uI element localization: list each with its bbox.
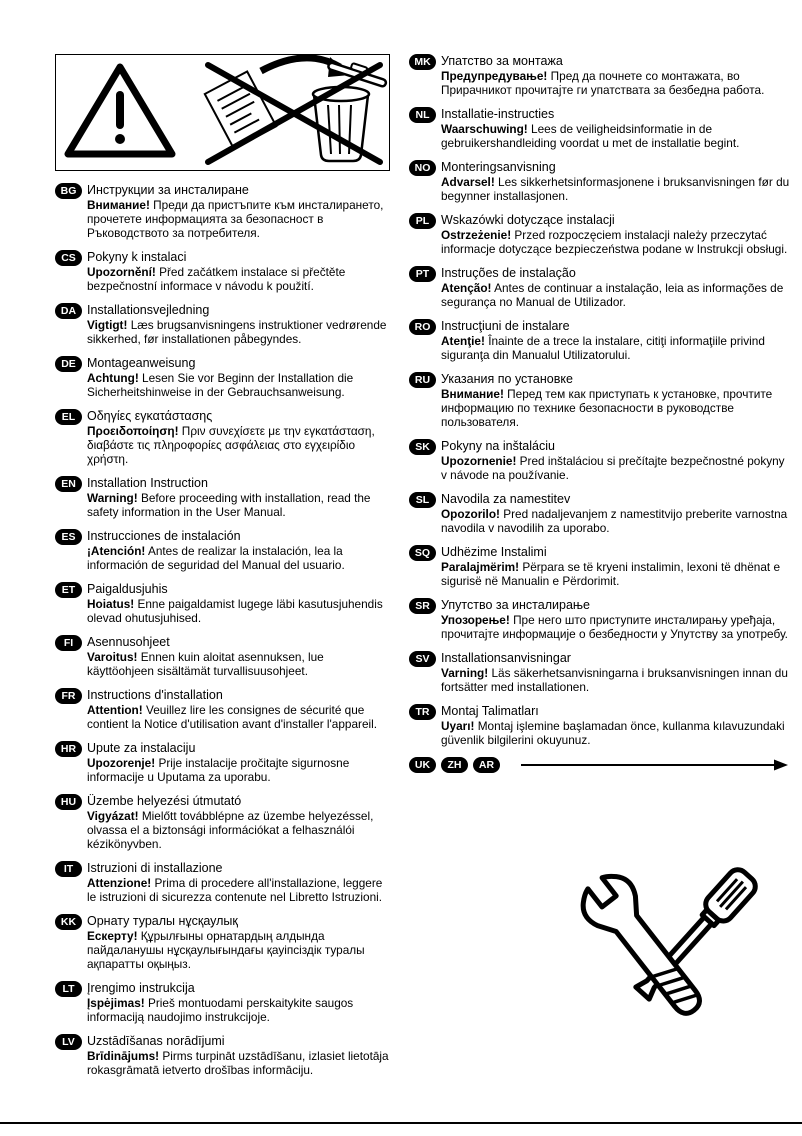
entry-text (87, 409, 393, 466)
language-entry (409, 54, 791, 97)
language-entry (409, 319, 791, 362)
entry-body (441, 334, 791, 362)
language-entry (55, 688, 393, 731)
entry-body-text: Құрылғыны орнатардың алдында пайдаланушы нұсқаулығындағы қауіпсіздік туралы ақпаратты оқыңыз. (87, 929, 365, 971)
entry-body-text: Пре него што приступите инсталирању уређаја, прочитајте информације о безбедности у Упутству за употребу. (441, 613, 788, 641)
entry-title: Įrengimo instrukcija (87, 981, 195, 995)
entry-warning-word: Įspėjimas! (87, 996, 145, 1010)
entry-body (87, 318, 393, 346)
entry-body-text: Mielőtt továbblépne az üzembe helyezéssel, olvassa el a biztonsági információkat a felhasználói kézikönyvben. (87, 809, 374, 851)
entry-body-text: Lesen Sie vor Beginn der Installation die Sicherheitshinweise in der Gebrauchsanweisung. (87, 371, 354, 399)
entry-text (87, 794, 393, 851)
entry-title: Pokyny na inštaláciu (441, 439, 555, 453)
entry-warning-word: Ескерту! (87, 929, 138, 943)
entry-body-text: Преди да пристъпите към инсталирането, прочетете информацията за безопасност в Ръководството за потребителя. (87, 198, 384, 240)
language-entry (409, 160, 791, 203)
entry-title: Οδηγίες εγκατάστασης (87, 409, 213, 423)
entry-title: Указания по установке (441, 372, 573, 386)
entry-body-text: Before proceeding with installation, read the safety information in the User Manual. (87, 491, 371, 519)
language-code-badge: RO (409, 319, 436, 335)
entry-body (87, 597, 393, 625)
entry-body (87, 876, 393, 904)
more-languages-row (409, 757, 791, 773)
entry-title: Upute za instalaciju (87, 741, 196, 755)
entry-body (441, 560, 791, 588)
entry-warning-word: Предупредување! (441, 69, 548, 83)
entry-body (87, 703, 393, 731)
language-entry (55, 183, 393, 240)
entry-title: Орнату туралы нұсқаулық (87, 914, 238, 928)
language-entry (55, 794, 393, 851)
entry-title: Installation Instruction (87, 476, 208, 490)
entry-title: Pokyny k instalaci (87, 250, 187, 264)
language-code-badge: AR (473, 757, 500, 773)
entry-warning-word: Varoitus! (87, 650, 138, 664)
language-entry (55, 1034, 393, 1077)
language-code-badge: CS (55, 250, 82, 266)
entry-body (441, 175, 791, 203)
language-entry (409, 651, 791, 694)
entry-text (87, 582, 393, 625)
entry-text (441, 492, 791, 535)
entry-text (87, 741, 393, 784)
entry-title: Monteringsanvisning (441, 160, 556, 174)
entry-body (441, 613, 791, 641)
more-language-codes (409, 757, 500, 773)
language-entry (55, 476, 393, 519)
entry-body (87, 424, 393, 466)
entry-title: Udhëzime Instalimi (441, 545, 547, 559)
entry-warning-word: Упозорење! (441, 613, 510, 627)
entry-title: Üzembe helyezési útmutató (87, 794, 242, 808)
entry-body (441, 387, 791, 429)
language-entry (409, 492, 791, 535)
entry-warning-word: Opozorilo! (441, 507, 500, 521)
entry-body-text: Læs brugsanvisningens instruktioner vedrørende sikkerhed, før installationen påbegyndes. (87, 318, 387, 346)
entry-body-text: Před začátkem instalace si přečtěte bezpečnostní informace v návodu k použití. (87, 265, 346, 293)
entry-text (441, 651, 791, 694)
entry-warning-word: Upozornění! (87, 265, 156, 279)
entry-body-text: Prije instalacije pročitajte sigurnosne informacije u Uputama za uporabu. (87, 756, 350, 784)
language-entry (55, 409, 393, 466)
entry-body (87, 650, 393, 678)
language-code-badge: LT (55, 981, 82, 997)
entry-body (441, 666, 791, 694)
wrench-screwdriver-icon (556, 835, 791, 1070)
language-code-badge: RU (409, 372, 436, 388)
entry-title: Montageanweisung (87, 356, 196, 370)
entry-warning-word: Uyarı! (441, 719, 475, 733)
language-code-badge: FR (55, 688, 82, 704)
language-code-badge: PL (409, 213, 436, 229)
entry-warning-word: Warning! (87, 491, 138, 505)
language-entry (409, 439, 791, 482)
warning-figure-svg (56, 55, 389, 170)
entry-text (441, 213, 791, 256)
entry-title: Instruções de instalação (441, 266, 576, 280)
language-entry (55, 635, 393, 678)
entry-body-text: Pred inštaláciou si prečítajte bezpečnostné pokyny v návode na používanie. (441, 454, 785, 482)
language-entry (409, 372, 791, 429)
entry-warning-word: Atenţie! (441, 334, 485, 348)
entry-title: Installationsanvisningar (441, 651, 571, 665)
entry-text (441, 54, 791, 97)
entry-warning-word: Achtung! (87, 371, 139, 385)
language-code-badge: HR (55, 741, 82, 757)
entry-title: Uzstādīšanas norādījumi (87, 1034, 225, 1048)
entry-text (441, 704, 791, 747)
entry-warning-word: Внимание! (87, 198, 150, 212)
entry-body-text: Prima di procedere all'installazione, leggere le istruzioni di sicurezza contenute nel Libretto Istruzioni. (87, 876, 383, 904)
language-code-badge: ET (55, 582, 82, 598)
language-code-badge: EN (55, 476, 82, 492)
language-code-badge: NO (409, 160, 436, 176)
entry-warning-word: Upozornenie! (441, 454, 517, 468)
entry-body-text: Ennen kuin aloitat asennuksen, lue käyttöohjeen sisältämät turvallisuusohjeet. (87, 650, 324, 678)
right-column (409, 54, 791, 1087)
entry-body-text: Lees de veiligheidsinformatie in de gebruikershandleiding voordat u met de installatie begint. (441, 122, 740, 150)
entry-warning-word: Paralajmërim! (441, 560, 520, 574)
language-entry (55, 914, 393, 971)
language-code-badge: DE (55, 356, 82, 372)
entry-body-text: Przed rozpoczęciem instalacji należy przeczytać informacje dotyczące bezpieczeństwa podane w Instrukcji obsługi. (441, 228, 788, 256)
entry-body (87, 1049, 393, 1077)
entry-title: Montaj Talimatları (441, 704, 539, 718)
entry-text (87, 356, 393, 399)
entry-text (87, 476, 393, 519)
language-entry (409, 545, 791, 588)
content-columns (55, 54, 791, 1087)
entry-title: Instrucţiuni de instalare (441, 319, 570, 333)
left-column (55, 54, 393, 1087)
entry-text (87, 914, 393, 971)
entry-title: Wskazówki dotyczące instalacji (441, 213, 615, 227)
language-code-badge: UK (409, 757, 436, 773)
language-code-badge: SR (409, 598, 436, 614)
language-code-badge: ZH (441, 757, 468, 773)
language-code-badge: SV (409, 651, 436, 667)
entry-body (87, 371, 393, 399)
entry-text (87, 250, 393, 293)
entry-body-text: Antes de continuar a instalação, leia as informações de segurança no Manual de Utilizador. (441, 281, 784, 309)
entry-title: Istruzioni di installazione (87, 861, 223, 875)
entry-title: Упутство за инсталирање (441, 598, 590, 612)
entry-text (441, 545, 791, 588)
entry-warning-word: Προειδοποίηση! (87, 424, 179, 438)
entry-title: Paigaldusjuhis (87, 582, 168, 596)
entry-text (441, 598, 791, 641)
entry-body-text: Les sikkerhetsinformasjonene i bruksanvisningen før du begynner installasjonen. (441, 175, 790, 203)
entry-text (87, 861, 393, 904)
entry-title: Installatie-instructies (441, 107, 555, 121)
language-code-badge: IT (55, 861, 82, 877)
language-code-badge: NL (409, 107, 436, 123)
entry-text (87, 981, 393, 1024)
warning-triangle-icon (68, 67, 172, 154)
entry-text (87, 529, 393, 572)
entry-body-text: Veuillez lire les consignes de sécurité que contient la Notice d'utilisation avant d'installer l'appareil. (87, 703, 378, 731)
entry-warning-word: Varning! (441, 666, 489, 680)
entry-title: Instrucciones de instalación (87, 529, 241, 543)
entry-body (87, 198, 393, 240)
language-code-badge: MK (409, 54, 436, 70)
entry-warning-word: Waarschuwing! (441, 122, 528, 136)
entry-text (87, 688, 393, 731)
entry-title: Asennusohjeet (87, 635, 170, 649)
entry-text (441, 439, 791, 482)
entry-body (441, 281, 791, 309)
language-entry (55, 981, 393, 1024)
entry-warning-word: Vigyázat! (87, 809, 139, 823)
entry-body (87, 265, 393, 293)
language-code-badge: SQ (409, 545, 436, 561)
entry-text (87, 303, 393, 346)
entry-body (441, 122, 791, 150)
entry-body-text: Перед тем как приступать к установке, прочтите информацию по технике безопасности в руководстве пользователя. (441, 387, 773, 429)
entry-body (87, 756, 393, 784)
entry-body-text: Пред да почнете со монтажата, во Прирачникот прочитајте ги упатствата за безбедна работа. (441, 69, 765, 97)
entry-warning-word: Ostrzeżenie! (441, 228, 512, 242)
language-code-badge: FI (55, 635, 82, 651)
entry-body-text: Prieš montuodami perskaitykite saugos informaciją naudojimo instrukcijoje. (87, 996, 354, 1024)
entry-text (87, 635, 393, 678)
language-entry-list-left (55, 183, 393, 1077)
language-entry (409, 213, 791, 256)
entry-body (441, 228, 791, 256)
language-code-badge: TR (409, 704, 436, 720)
entry-body-text: Pirms turpināt uzstādīšanu, izlasiet lietotāja rokasgrāmatā ietverto drošības informāciju. (87, 1049, 389, 1077)
entry-body-text: Pred nadaljevanjem z namestitvijo preberite varnostna navodila v navodilih za uporabo. (441, 507, 788, 535)
entry-warning-word: Atenção! (441, 281, 492, 295)
entry-warning-word: Внимание! (441, 387, 504, 401)
entry-warning-word: Vigtigt! (87, 318, 128, 332)
entry-body (87, 491, 393, 519)
entry-body (441, 507, 791, 535)
entry-body (87, 929, 393, 971)
language-entry (55, 529, 393, 572)
language-entry (55, 582, 393, 625)
entry-body-text: Läs säkerhetsanvisningarna i bruksanvisningen innan du fortsätter med installationen. (441, 666, 788, 694)
entry-warning-word: ¡Atención! (87, 544, 146, 558)
entry-text (441, 160, 791, 203)
entry-body-text: Përpara se të kryeni instalimin, lexoni të dhënat e sigurisë në Manualin e Përdorimit. (441, 560, 781, 588)
discard-manual-crossed-icon (55, 54, 390, 171)
entry-body (87, 809, 393, 851)
entry-body (87, 996, 393, 1024)
entry-warning-word: Advarsel! (441, 175, 495, 189)
language-code-badge: ES (55, 529, 82, 545)
entry-text (87, 1034, 393, 1077)
entry-body-text: Antes de realizar la instalación, lea la información de seguridad del Manual del usuario. (87, 544, 345, 572)
language-entry (55, 303, 393, 346)
entry-body (87, 544, 393, 572)
language-entry (409, 266, 791, 309)
page-footer-rule (0, 1122, 802, 1124)
entry-text (441, 107, 791, 150)
entry-title: Installationsvejledning (87, 303, 210, 317)
entry-warning-word: Brīdinājums! (87, 1049, 160, 1063)
entry-text (441, 372, 791, 429)
language-entry (409, 598, 791, 641)
entry-warning-word: Attenzione! (87, 876, 152, 890)
entry-text (441, 319, 791, 362)
entry-body-text: Montaj işlemine başlamadan önce, kullanma kılavuzundaki güvenlik bilgilerini okuyunuz. (441, 719, 785, 747)
language-code-badge: EL (55, 409, 82, 425)
language-entry (55, 741, 393, 784)
long-right-arrow-icon (521, 758, 789, 772)
entry-warning-word: Hoiatus! (87, 597, 135, 611)
language-code-badge: BG (55, 183, 82, 199)
language-code-badge: SL (409, 492, 436, 508)
entry-title: Инструкции за инсталиране (87, 183, 249, 197)
language-code-badge: SK (409, 439, 436, 455)
language-code-badge: PT (409, 266, 436, 282)
language-entry (409, 704, 791, 747)
language-entry (55, 250, 393, 293)
entry-warning-word: Upozorenje! (87, 756, 156, 770)
language-code-badge: DA (55, 303, 82, 319)
language-entry (55, 861, 393, 904)
entry-body-text: Πριν συνεχίσετε με την εγκατάσταση, διαβάστε τις πληροφορίες ασφάλειας στο εγχειρίδιο χρήστη. (87, 424, 375, 466)
language-entry-list-right (409, 54, 791, 747)
language-entry (409, 107, 791, 150)
language-code-badge: HU (55, 794, 82, 810)
entry-title: Navodila za namestitev (441, 492, 571, 506)
entry-text (441, 266, 791, 309)
language-code-badge: LV (55, 1034, 82, 1050)
entry-body-text: Înainte de a trece la instalare, citiţi informaţiile privind siguranţa din Manualul Utilizatorului. (441, 334, 765, 362)
entry-title: Instructions d'installation (87, 688, 223, 702)
entry-body-text: Enne paigaldamist lugege läbi kasutusjuhendis olevad ohutusjuhised. (87, 597, 383, 625)
entry-body (441, 719, 791, 747)
language-entry (55, 356, 393, 399)
language-code-badge: KK (55, 914, 82, 930)
entry-body (441, 454, 791, 482)
entry-warning-word: Attention! (87, 703, 143, 717)
entry-text (87, 183, 393, 240)
entry-body (441, 69, 791, 97)
entry-title: Упатство за монтажа (441, 54, 563, 68)
